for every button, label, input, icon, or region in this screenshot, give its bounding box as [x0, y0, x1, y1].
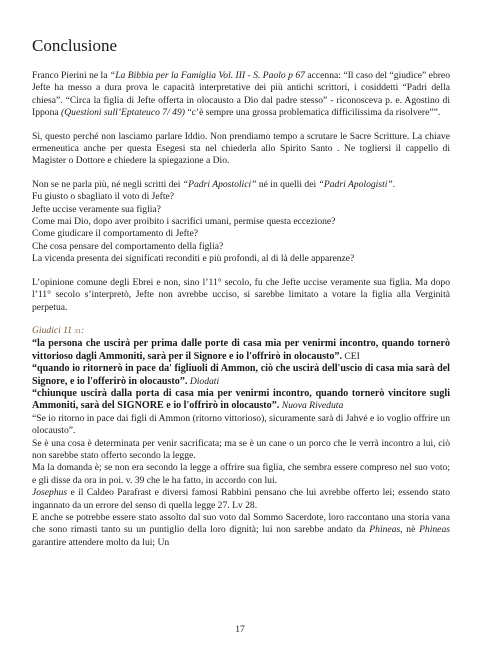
paragraph-opinion: L’opinione comune degli Ebrei e non, sino l’11° secolo, fu che Jefte uccise veramente sua figlia. Ma dopo l’11° secolo s’interpretò, Jefte non avrebbe ucciso, si sarebbe limitato a votare la figlia alla Verginità perpetua.	[32, 276, 450, 313]
verse-nuova-riveduta: “chiunque uscirà dalla porta di casa mia per venirmi incontro, quando tornerò vincitore sugli Ammoniti, sarà del SIGNORE e io l'offrirò in olocausto”. Nuova Riveduta	[32, 387, 450, 412]
question-item: La vicenda presenta dei significati reconditi e più profondi, al di là delle apparenze?	[32, 253, 355, 265]
question-item: Come mai Dio, dopo aver proibito i sacrifici umani, permise questa eccezione?	[32, 216, 336, 228]
question-item: Jefte uccise veramente sua figlia?	[32, 203, 161, 215]
paragraph-determined: Se è una cosa è determinata per venir sacrificata; ma se è un cane o un porco che le verrà incontro a lui, ciò non sarebbe stato offerto secondo la legge.	[32, 437, 450, 461]
question-item: Fu giusto o sbagliato il voto di Jefte?	[32, 191, 175, 203]
question-list	[32, 191, 450, 265]
paragraph-phineas: E anche se potrebbe essere stato assolto dal suo voto dal Sommo Sacerdote, loro raccontano una storia vana che sono rimasti tanto su un puntiglio della loro dignità; lui non sarebbe andato da Phineas, nè Phineas garantire attendere molto da lui; Un	[32, 512, 450, 548]
paragraph-spirit: Sì, questo perché non lasciamo parlare Iddio. Non prendiamo tempo a scrutare le Sacre Scritture. La chiave ermeneutica anche per questa Esegesi sta nel chiederla allo Spirito Santo . Ne togliersi il cappello di Magister o Dottore e chiedere la spiegazione a Dio.	[32, 130, 450, 167]
verse-diodati: “quando io ritornerò in pace da' figliuoli di Ammon, ciò che uscirà dell'uscio di casa mia sarà del Signore, e io l'offerirò in olocausto”. Diodati	[32, 363, 450, 387]
paragraph-josephus: Josephus e il Caldeo Parafrast e diversi famosi Rabbini pensano che lui avrebbe offerto lei; essendo stato ingannato da un errore del senso di quella legge 27. Lv 28.	[32, 487, 450, 511]
question-item: Che cosa pensare del comportamento della figlia?	[32, 240, 224, 252]
section-reference: Giudici 11 31:	[32, 324, 85, 336]
paragraph-fathers: Non se ne parla più, né negli scritti dei “Padri Apostolici” né in quelli dei “Padri Apologisti”.	[32, 178, 396, 190]
verse-cei: “la persona che uscirà per prima dalle porte di casa mia per venirmi incontro, quando tornerò vittorioso dagli Ammoniti, sarà per il Signore e io l'offrirò in olocausto”. CEI	[32, 338, 450, 362]
verse-translation: “Se io ritorno in pace dai figli di Ammon (ritorno vittorioso), sicuramente sarà di Jahvé e io voglio offrire un olocausto”.	[32, 412, 450, 437]
question-item: Come giudicare il comportamento di Jefte?	[32, 228, 198, 240]
page-title: Conclusione	[32, 36, 117, 55]
page-number: 17	[235, 624, 245, 635]
paragraph-intro: Franco Pierini ne la “La Bibbia per la Famiglia Vol. III - S. Paolo p 67 accenna: “Il caso del “giudice” ebreo Jefte ha messo a dura prova le capacità interpretative dei più antichi scrittori, i cosiddetti “Padri della chiesa”. “Circa la figlia di Jefte offerta in olocausto a Dio dal padre stesso” - riconosceva p. e. Agostino di Ippona (Questioni sull’Eptateuco 7/ 49) “c’è sempre una grossa problematica difficilissima da risolvere””.	[32, 70, 450, 119]
paragraph-question: Ma la domanda è; se non era secondo la legge a offrire sua figlia, che sembra essere compreso nel suo voto; e gli disse da ora in poi. v. 39 che le ha fatto, in accordo con lui.	[32, 462, 450, 486]
document-page	[32, 36, 450, 549]
